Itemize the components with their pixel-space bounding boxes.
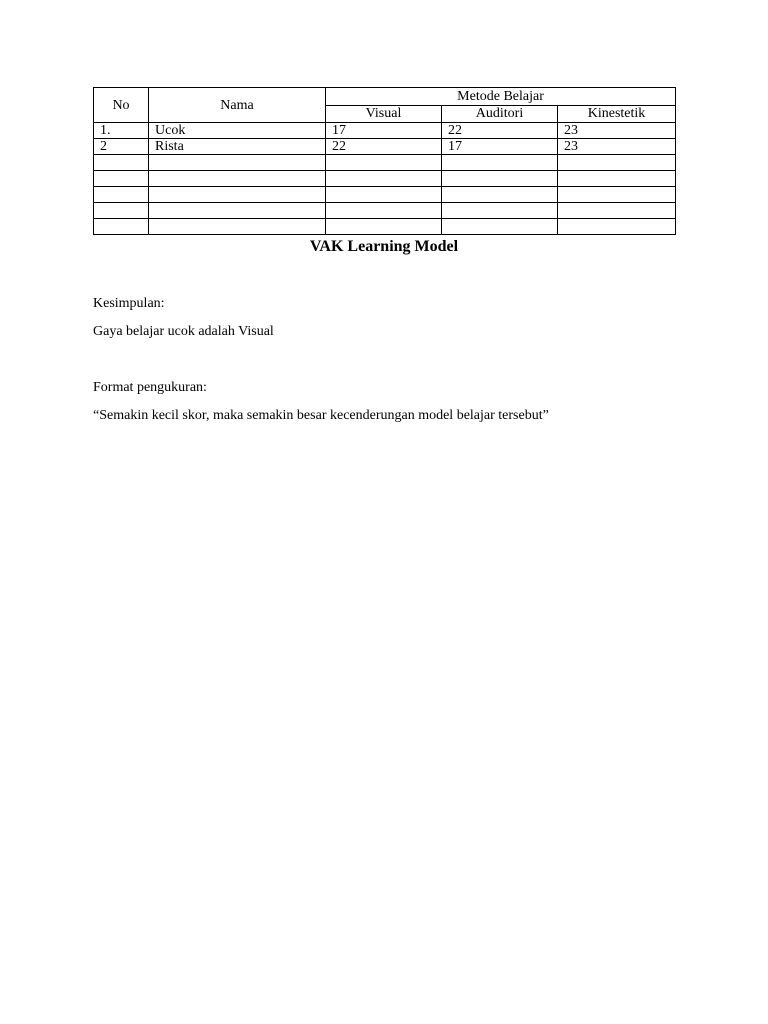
cell-auditori [442,171,558,187]
cell-no: 1. [94,123,149,139]
cell-visual [326,171,442,187]
cell-nama [149,219,326,235]
table-row [94,187,676,203]
cell-auditori [442,155,558,171]
cell-kinestetik: 23 [558,123,676,139]
header-metode-belajar: Metode Belajar [326,88,676,106]
table-body [94,123,676,235]
cell-visual: 17 [326,123,442,139]
cell-auditori [442,187,558,203]
table-row [94,171,676,187]
cell-kinestetik [558,171,676,187]
header-nama: Nama [149,88,326,123]
cell-nama [149,203,326,219]
cell-no [94,171,149,187]
table-header-row [94,88,676,106]
table-row [94,155,676,171]
cell-no [94,155,149,171]
header-kinestetik: Kinestetik [558,105,676,123]
cell-nama: Ucok [149,123,326,139]
cell-nama: Rista [149,139,326,155]
format-text: “Semakin kecil skor, maka semakin besar kecenderungan model belajar tersebut” [93,408,549,423]
cell-no [94,219,149,235]
header-no: No [94,88,149,123]
format-label: Format pengukuran: [93,380,207,395]
cell-auditori [442,219,558,235]
cell-kinestetik [558,155,676,171]
cell-nama [149,187,326,203]
cell-no: 2 [94,139,149,155]
conclusion-label: Kesimpulan: [93,296,165,311]
header-visual: Visual [326,105,442,123]
cell-no [94,187,149,203]
cell-nama [149,155,326,171]
page-title: VAK Learning Model [309,238,459,255]
table-row [94,219,676,235]
table-row [94,123,676,139]
header-auditori: Auditori [442,105,558,123]
cell-kinestetik [558,219,676,235]
vak-score-table [93,87,676,235]
cell-visual: 22 [326,139,442,155]
cell-no [94,203,149,219]
cell-auditori: 17 [442,139,558,155]
cell-visual [326,203,442,219]
cell-nama [149,171,326,187]
cell-visual [326,187,442,203]
cell-kinestetik [558,187,676,203]
table-row [94,203,676,219]
conclusion-text: Gaya belajar ucok adalah Visual [93,324,274,339]
cell-kinestetik: 23 [558,139,676,155]
cell-auditori: 22 [442,123,558,139]
table-row [94,139,676,155]
cell-visual [326,219,442,235]
cell-visual [326,155,442,171]
cell-auditori [442,203,558,219]
cell-kinestetik [558,203,676,219]
